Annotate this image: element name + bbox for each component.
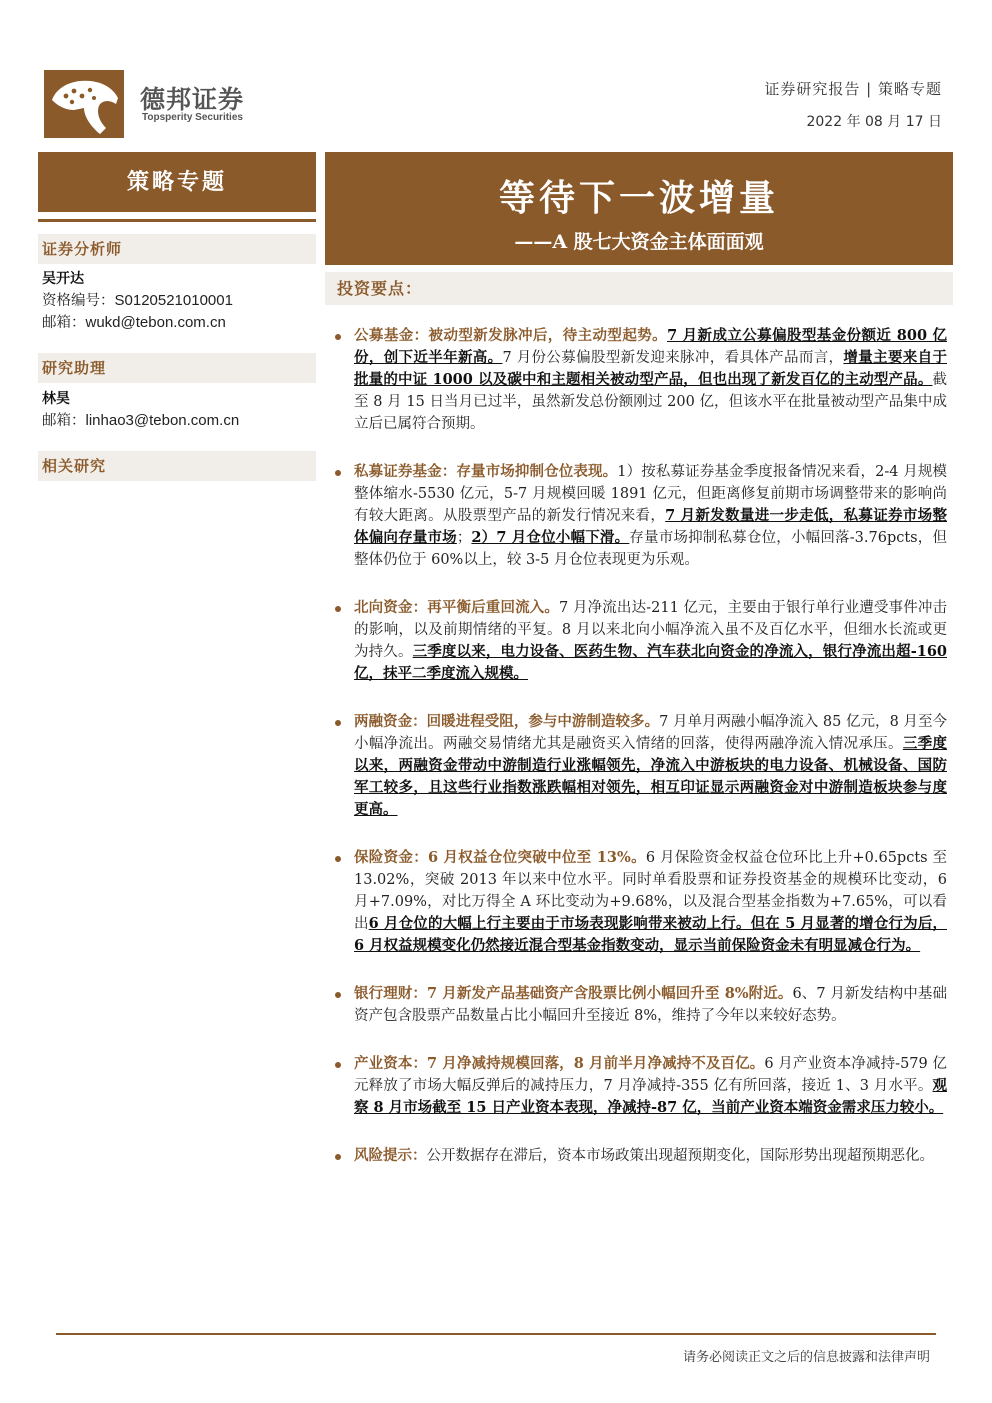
investment-highlights-heading: 投资要点： xyxy=(325,272,953,305)
bullet-icon xyxy=(335,1062,341,1068)
point-text: 6 月产业资本净减持-579 亿元释放了市场大幅反弹后的减持压力，7 月净减持-355 亿有所回落，接近 1、3 月水平。 xyxy=(354,1056,947,1094)
point-heading: 产业资本：7 月净减持规模回落，8 月前半月净减持不及百亿。 xyxy=(354,1055,765,1072)
title-banner xyxy=(325,152,953,265)
leopard-logo-icon xyxy=(44,70,124,138)
point-text: ； xyxy=(456,530,472,546)
report-subtitle: ——A 股七大资金主体面面观 xyxy=(514,231,764,253)
point-heading: 保险资金：6 月权益仓位突破中位至 13%。 xyxy=(354,849,646,866)
point-northbound xyxy=(333,597,947,685)
report-header xyxy=(764,78,942,131)
footer-divider xyxy=(56,1333,936,1335)
report-type: 证券研究报告 | 策略专题 xyxy=(764,80,942,98)
brand-name-cn: 德邦证券 xyxy=(140,85,245,114)
point-heading: 公募基金：被动型新发脉冲后，待主动型起势。 xyxy=(354,327,668,344)
point-private-funds xyxy=(333,461,947,571)
point-emphasis: 三季度以来，电力设备、医药生物、汽车获北向资金的净流入，银行净流出超-160 亿，抹平二季度流入规模。 xyxy=(354,643,947,682)
brand-name-en: Topsperity Securities xyxy=(142,112,243,123)
point-emphasis: 三季度以来，两融资金带动中游制造行业涨幅领先，净流入中游板块的电力设备、机械设备、国防军工较多，且这些行业指数涨跌幅相对领先，相互印证显示两融资金对中游制造板块参与度更高。 xyxy=(354,735,948,818)
point-industrial-capital xyxy=(333,1053,947,1119)
footer-disclaimer[interactable]: 请务必阅读正文之后的信息披露和法律声明 xyxy=(682,1350,930,1365)
bullet-icon xyxy=(335,1154,341,1160)
analyst-email-value[interactable]: wukd@tebon.com.cn xyxy=(85,314,226,331)
analyst-email xyxy=(42,311,226,332)
category-banner: 策略专题 xyxy=(38,152,316,212)
point-emphasis: 7 月新成立公募偏股型基金份额近 800 亿份，创下近半年新高。 xyxy=(354,327,948,366)
category-divider xyxy=(38,219,316,222)
point-emphasis: 2）7 月仓位小幅下滑。 xyxy=(471,529,630,546)
analysts-heading: 证券分析师 xyxy=(38,234,316,264)
assistant-email xyxy=(42,409,239,430)
point-text: 6、7 月新发结构中基础资产包含股票产品数量占比小幅回升至接近 8%，维持了今年以来较好态势。 xyxy=(354,986,947,1024)
point-emphasis: 6 月仓位的大幅上行主要由于市场表现影响带来被动上行。但在 5 月显著的增仓行为后，6 月权益规模变化仍然接近混合型基金指数变动，显示当前保险资金未有明显减仓行为。 xyxy=(354,915,947,954)
point-bank-wealth xyxy=(333,983,947,1027)
bullet-icon xyxy=(335,720,341,726)
point-text: 1）按私募证券基金季度报备情况来看，2-4 月规模整体缩水-5530 亿元，5-7 月规模回暖 1891 亿元，但距离修复前期市场调整带来的影响尚有较大距离。从股票型产品的新发行情况来看， xyxy=(354,464,948,524)
point-text: 6 月保险资金权益仓位环比上升+0.65pcts 至 13.02%，突破 2013 年以来中位水平。同时单看股票和证券投资基金的规模环比变动，6 月+7.09%，对比万得全 A 环比变动为+9.68%，以及混合型基金指数为+7.65%，可以看出 xyxy=(354,850,947,932)
assistant-email-label: 邮箱： xyxy=(42,413,86,429)
assistant-email-value[interactable]: linhao3@tebon.com.cn xyxy=(85,412,240,429)
assistant-name: 林昊 xyxy=(42,391,70,407)
point-public-funds xyxy=(333,325,947,435)
point-heading: 北向资金：再平衡后重回流入。 xyxy=(354,599,560,616)
point-text: 7 月单月两融小幅净流入 85 亿元，8 月至今小幅净流出。两融交易情绪尤其是融资买入情绪的回落，使得两融净流入情况承压。 xyxy=(354,714,947,752)
report-date: 2022 年 08 月 17 日 xyxy=(806,114,942,130)
analyst-name: 吴开达 xyxy=(42,271,84,287)
bullet-icon xyxy=(335,992,341,998)
point-text: 7 月份公募偏股型新发迎来脉冲，看具体产品而言， xyxy=(502,350,844,366)
analyst-cert-label: 资格编号： xyxy=(42,293,115,309)
point-text: 存量市场抑制私募仓位，小幅回落-3.76pcts，但整体仍位于 60%以上，较 3-5 月仓位表现更为乐观。 xyxy=(354,530,948,568)
brand-logo xyxy=(44,70,264,140)
bullet-icon xyxy=(335,334,341,340)
point-heading: 两融资金：回暖进程受阻，参与中游制造较多。 xyxy=(354,713,660,730)
point-text: 截至 8 月 15 日当月已过半，虽然新发总份额刚过 200 亿，但该水平在批量被动型产品集中成立后已属符合预期。 xyxy=(354,372,947,432)
investment-points xyxy=(333,325,947,1193)
point-insurance xyxy=(333,847,947,957)
analyst-email-label: 邮箱： xyxy=(42,315,86,331)
assistant-heading: 研究助理 xyxy=(38,353,316,383)
point-heading: 风险提示： xyxy=(354,1147,427,1164)
point-margin-trading xyxy=(333,711,947,821)
analyst-cert-value: S0120521010001 xyxy=(114,292,233,309)
bullet-icon xyxy=(335,606,341,612)
point-heading: 私募证券基金：存量市场抑制仓位表现。 xyxy=(354,463,618,480)
bullet-icon xyxy=(335,856,341,862)
point-heading: 银行理财：7 月新发产品基础资产含股票比例小幅回升至 8%附近。 xyxy=(354,985,793,1002)
point-text: 7 月净流出达-211 亿元，主要由于银行单行业遭受事件冲击的影响，以及前期情绪的平复。8 月以来北向小幅净流入虽不及百亿水平，但细水长流或更为持久。 xyxy=(354,600,947,660)
point-emphasis: 增量主要来自于批量的中证 1000 以及碳中和主题相关被动型产品，但也出现了新发百亿的主动型产品。 xyxy=(354,349,948,388)
report-title: 等待下一波增量 xyxy=(498,177,779,219)
related-research-heading: 相关研究 xyxy=(38,451,316,481)
bullet-icon xyxy=(335,470,341,476)
analyst-cert xyxy=(42,289,233,310)
point-emphasis: 7 月新发数量进一步走低，私募证券市场整体偏向存量市场 xyxy=(354,507,947,546)
point-risk-warning xyxy=(333,1145,947,1167)
point-emphasis: 观察 8 月市场截至 15 日产业资本表现，净减持-87 亿，当前产业资本端资金需求压力较小。 xyxy=(354,1077,947,1116)
point-text: 公开数据存在滞后，资本市场政策出现超预期变化，国际形势出现超预期恶化。 xyxy=(426,1148,934,1164)
